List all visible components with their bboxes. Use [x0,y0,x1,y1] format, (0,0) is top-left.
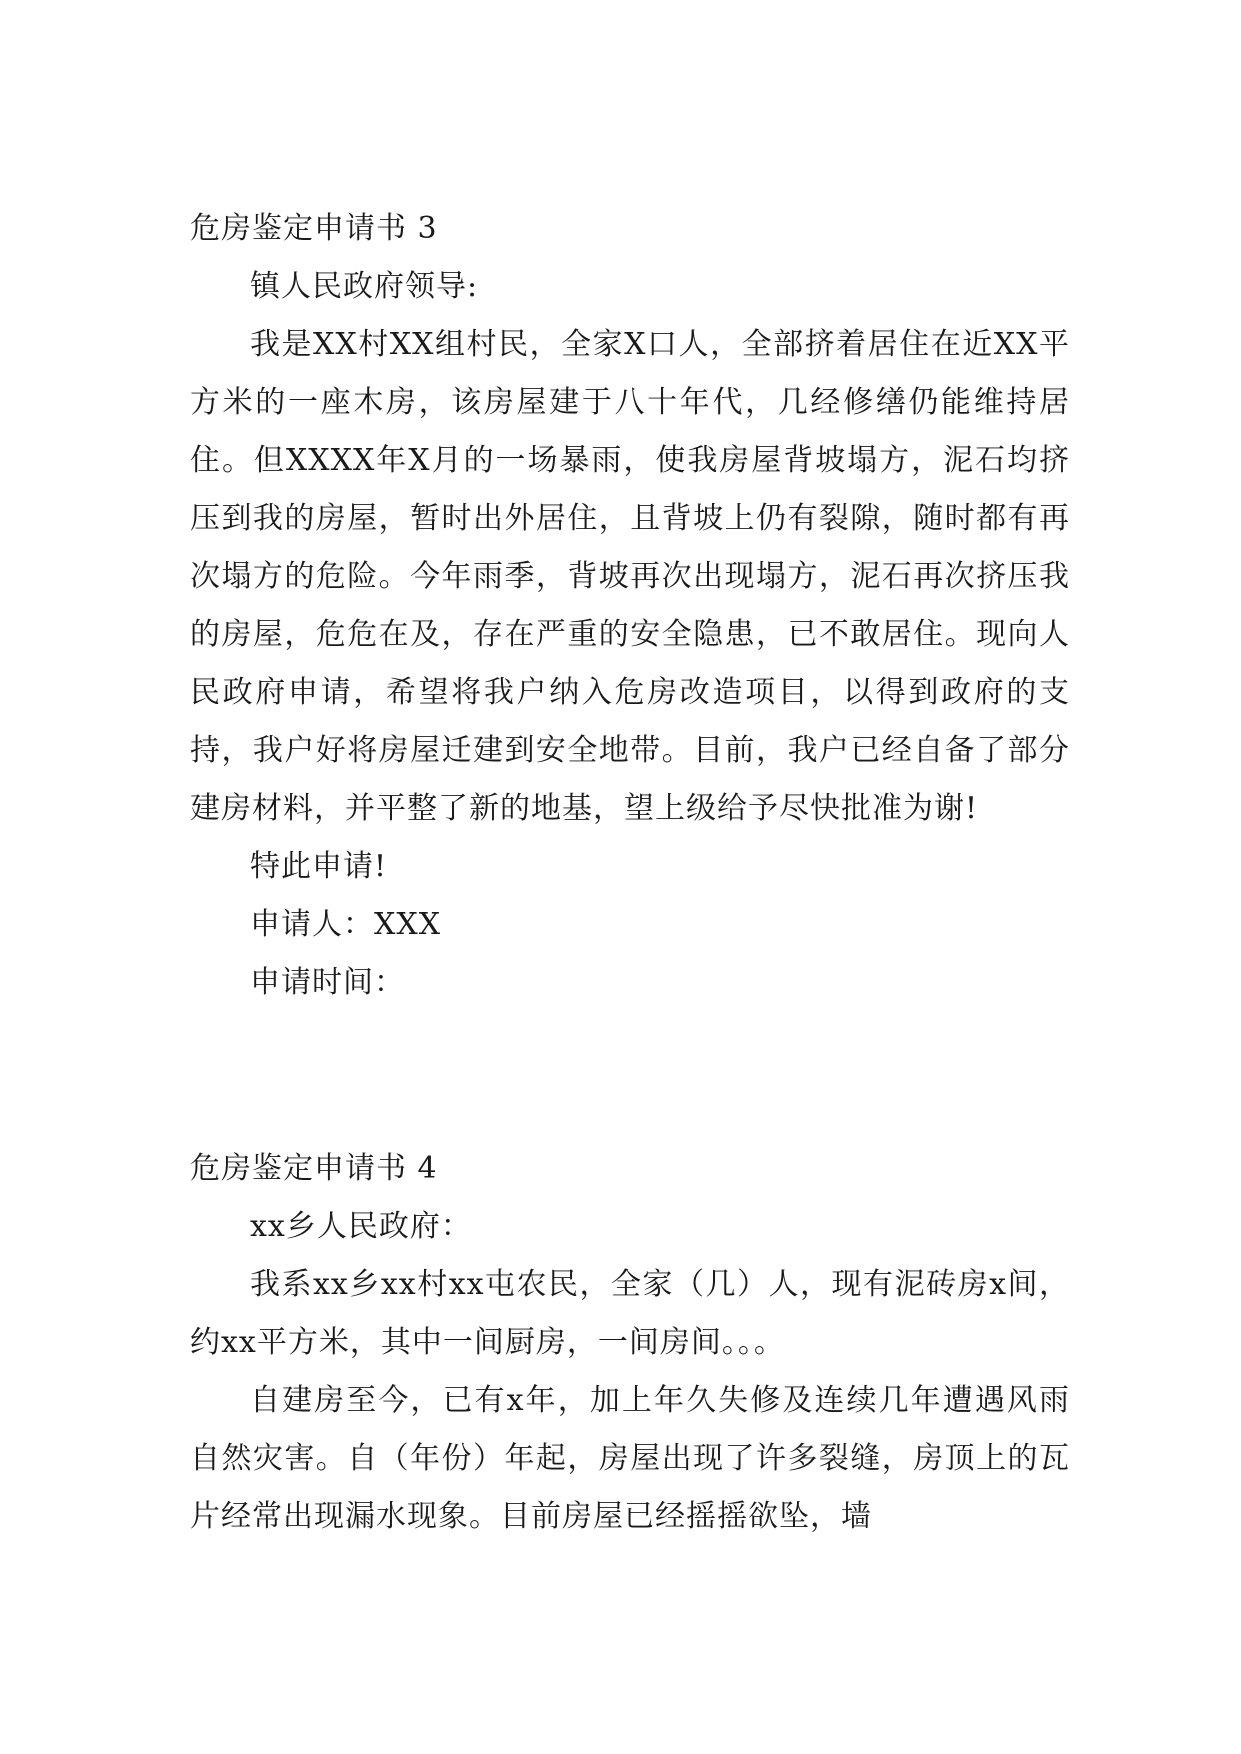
date-line: 申请时间： [250,965,405,1000]
salutation: 镇人民政府领导: [250,269,479,304]
closing-line: 特此申请! [250,849,388,884]
body-paragraph: 我是XX村XX组村民，全家X口人，全部挤着居住在近XX平方米的一座木房，该房屋建于八十年代，几经修缮仍能维持居住。但XXXX年X月的一场暴雨，使我房屋背坡塌方，泥石均挤压到我的房屋，暂时出外居住，且背坡上仍有裂隙，随时都有再次塌方的危险。今年雨季，背坡再次出现塌方，泥石再次挤压我的房屋，危危在及，存在严重的安全隐患，已不敢居住。现向人民政府申请，希望将我户纳入危房改造项目，以得到政府的支持，我户好将房屋迁建到安全地带。目前，我户已经自备了部分建房材料，并平整了新的地基，望上级给予尽快批准为谢! [190,327,1070,826]
section-heading: 危房鉴定申请书 3 [190,211,438,246]
applicant-line: 申请人：XXX [250,907,442,942]
body-paragraph-2: 自建房至今，已有x年，加上年久失修及连续几年遭遇风雨自然灾害。自（年份）年起，房屋出现了许多裂缝，房顶上的瓦片经常出现漏水现象。目前房屋已经摇摇欲坠，墙 [190,1383,1070,1534]
application-section-3 [190,200,1070,1012]
section-heading: 危房鉴定申请书 4 [190,1151,438,1186]
salutation: xx乡人民政府： [250,1209,472,1244]
application-section-4 [190,1140,1070,1546]
body-paragraph: 我系xx乡xx村xx屯农民，全家（几）人，现有泥砖房x间，约xx平方米，其中一间厨房，一间房间。。。 [190,1267,1070,1360]
